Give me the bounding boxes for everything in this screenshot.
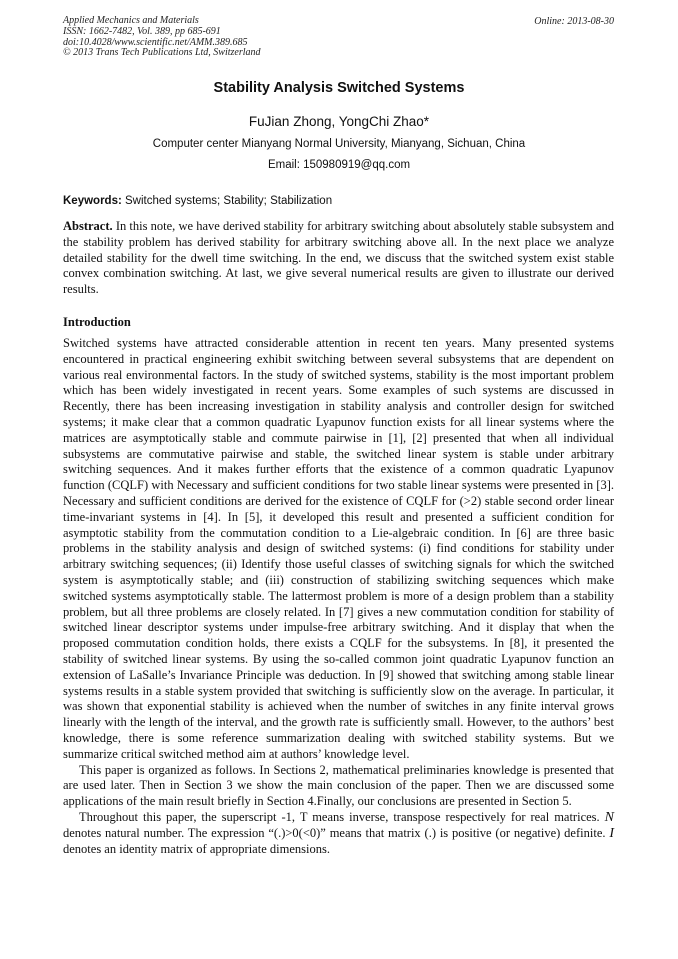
math-symbol-I: I xyxy=(609,825,615,841)
journal-header xyxy=(63,16,261,59)
keywords-text: Switched systems; Stability; Stabilization xyxy=(125,195,333,207)
intro-paragraph-3 xyxy=(63,810,614,857)
online-date: Online: 2013-08-30 xyxy=(534,16,614,27)
math-symbol-N: N xyxy=(604,809,614,825)
intro-paragraph-1: Switched systems have attracted considerable attention in recent ten years. Many presented systems encountered in practical engineering exhibit switching between several subsystems that are dependent on various real environmental factors. In the study of switched systems, stability is the most important problem which has been widely investigated in recent years. Some examples of such systems are discussed in Recently, there has been increasing investigation in stability analysis and controller design for switched systems; it make clear that a common quadratic Lyapunov function exists for all linear systems where the matrices are asymptotically stable and commute pairwise in [1], [2] presented that when all individual subsystems are commutative pairwise and stable, the switched linear system is stable under arbitrary switching sequences. And it makes further efforts that the existence of a common quadratic Lyapunov function (CQLF) with Necessary and sufficient conditions for two stable linear systems were presented in [3]. Necessary and sufficient conditions are derived for the existence of CQLF for (>2) stable second order linear time-invariant systems in [4]. In [5], it developed this result and presented a sufficient condition for asymptotic stability from the commutation condition to a Lie-algebraic condition. In [6] are three basic problems in the stability analysis and design of switched systems: (i) find conditions for stability under arbitrary switching sequences; (ii) Identify those useful classes of switching signals for which the switched system is asymptotically stable; and (iii) construction of stabilizing switching sequences which make switched systems asymptotically stable. The lattermost problem is more of a design problem than a stability problem, but all three problems are closely related. In [7] gives a new commutation condition for stability of switched linear descriptor systems under impulse-free arbitrary switching. And it display that when the proposed commutation condition holds, there exists a CQLF for the subsystems. In [8], it presented the stability of switched linear systems. By using the so-called common joint quadratic Lyapunov function an extension of LaSalle’s Invariance Principle was deduction. In [9] showed that switching among stable linear systems results in a stable system provided that switching is sufficiently slow on the average. In particular, it was shown that exponential stability is achieved when the number of switches in any finite interval grows linearly with the length of the interval, and the growth rate is sufficiently small. However, to the authors’ best knowledge, there is some reference summarization dealing with switched stability systems. But we summarize critical switched method aim at authors’ knowledge level. xyxy=(63,336,614,761)
copyright-line: © 2013 Trans Tech Publications Ltd, Switzerland xyxy=(63,47,261,59)
keywords-label: Keywords: xyxy=(63,195,122,207)
intro-p3-text-b: denotes natural number. The expression “(.)>0(<0)” means that matrix (.) is positive (or negative) definite. xyxy=(63,825,606,840)
abstract-label: Abstract. xyxy=(63,219,113,233)
issn-line: ISSN: 1662-7482, Vol. 389, pp 685-691 xyxy=(63,25,221,37)
intro-p3-text-a: Throughout this paper, the superscript -1, T means inverse, transpose respectively for real matrices. xyxy=(79,809,600,824)
doi-line: doi:10.4028/www.scientific.net/AMM.389.685 xyxy=(63,36,248,48)
author-email: Email: 150980919@qq.com xyxy=(267,159,411,171)
intro-paragraph-2: This paper is organized as follows. In Sections 2, mathematical preliminaries knowledge is presented that are used later. Then in Section 3 we show the main conclusion of the paper. Then we are discussed some applications of the main result briefly in Section 4.Finally, our conclusions are presented in Section 5. xyxy=(63,762,614,809)
paper-title: Stability Analysis Switched Systems xyxy=(213,80,465,96)
paper-authors: FuJian Zhong, YongChi Zhao* xyxy=(248,114,430,129)
abstract xyxy=(63,219,614,298)
author-affiliation: Computer center Mianyang Normal University, Mianyang, Sichuan, China xyxy=(152,138,526,150)
keywords-line xyxy=(63,195,332,207)
introduction-body xyxy=(63,336,614,857)
abstract-text: In this note, we have derived stability for arbitrary switching about absolutely stable subsystem and the stability problem has derived stability for arbitrary switching above all. In the next place we analyze detailed stability for the dwell time switching. In the end, we discuss that the switched system exist stable convex combination switching. At last, we give several numerical results are given to illustrate our derived results. xyxy=(63,219,614,297)
journal-name: Applied Mechanics and Materials xyxy=(63,15,199,26)
intro-p3-text-c: denotes an identity matrix of appropriate dimensions. xyxy=(63,841,330,856)
section-heading-introduction: Introduction xyxy=(63,315,131,329)
